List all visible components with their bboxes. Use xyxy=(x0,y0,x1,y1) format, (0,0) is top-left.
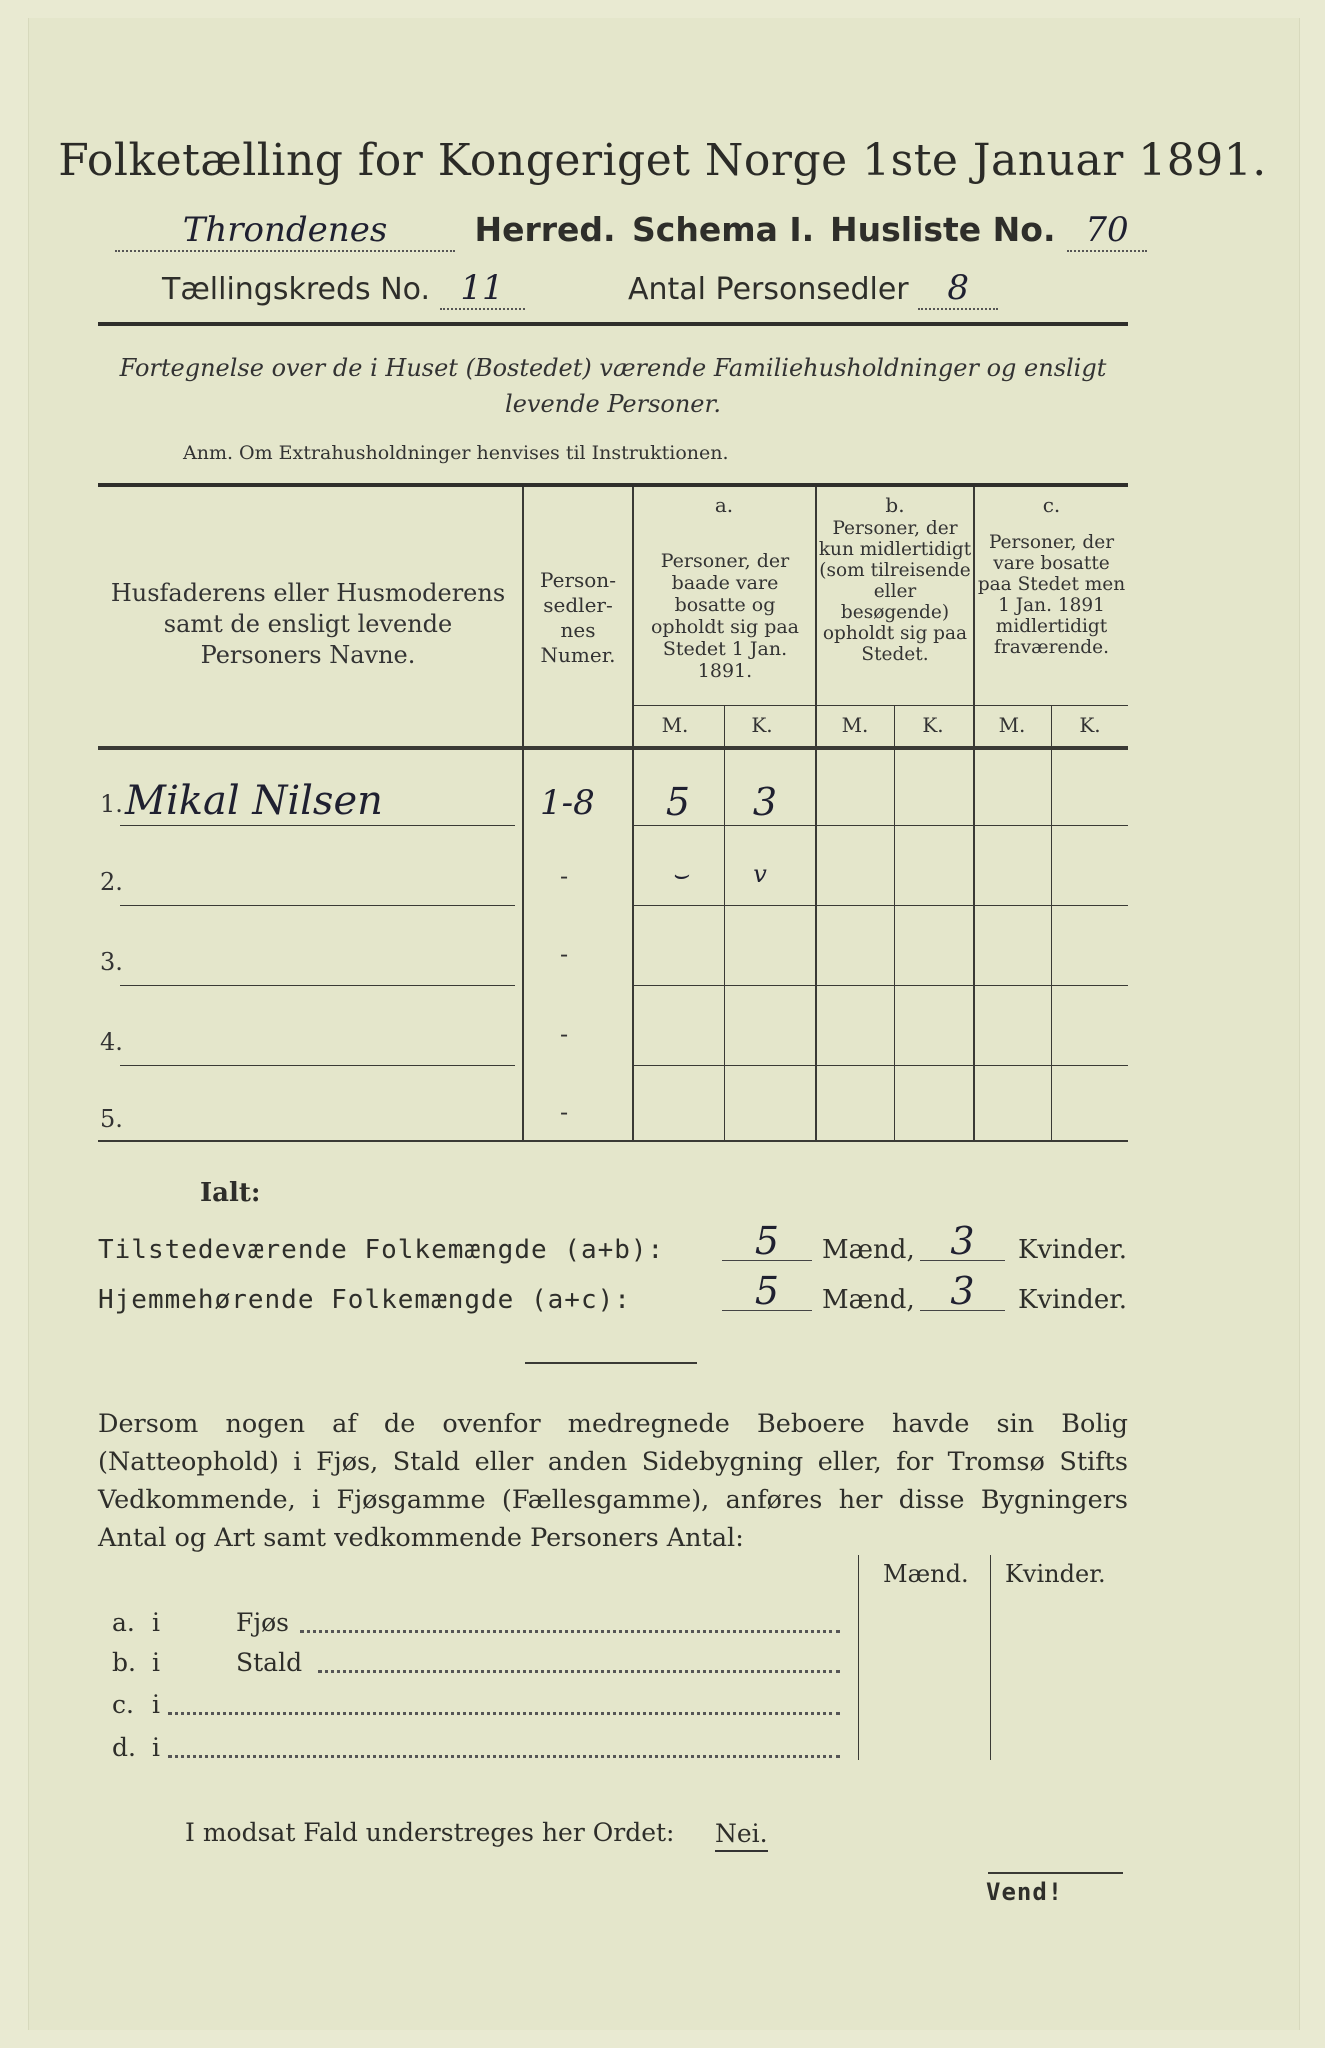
census-form-page xyxy=(28,18,1300,2030)
item-letter: c. xyxy=(112,1690,134,1719)
husliste-value: 70 xyxy=(1067,210,1147,252)
col-a-letter: a. xyxy=(714,493,734,517)
ialt-label: Ialt: xyxy=(200,1178,261,1208)
item-letter: b. xyxy=(112,1648,136,1677)
person-name: Mikal Nilsen xyxy=(125,778,383,824)
mk-header-rule xyxy=(634,705,1128,706)
a-men: ⌣ xyxy=(671,860,689,890)
table-bottom-rule xyxy=(98,1140,1128,1142)
kreds-value: 11 xyxy=(440,268,525,310)
a-men: 5 xyxy=(665,780,691,824)
c-k-header: K. xyxy=(1079,713,1101,737)
col-divider xyxy=(858,1555,859,1760)
row-line xyxy=(120,825,515,826)
personsedler-number: - xyxy=(560,862,569,890)
mk-divider xyxy=(1051,706,1052,1140)
c-m-header: M. xyxy=(998,713,1026,737)
kreds-label: Tællingskreds No. xyxy=(162,272,430,307)
present-maend: Mænd, xyxy=(822,1235,915,1265)
item-i: i xyxy=(152,1690,160,1719)
resident-maend: Mænd, xyxy=(822,1285,915,1315)
row-line xyxy=(120,1065,515,1066)
row-number: 1. xyxy=(100,790,123,818)
resident-men: 5 xyxy=(722,1272,812,1311)
vend-label: Vend! xyxy=(986,1878,1064,1906)
herred-line xyxy=(115,210,616,252)
row-number: 2. xyxy=(100,868,123,896)
personsedler-number: - xyxy=(560,1098,569,1126)
antal-label: Antal Personsedler xyxy=(628,272,909,307)
row-line xyxy=(634,1065,1128,1066)
row-line xyxy=(634,825,1128,826)
col-header-b: Personer, der kun midlertidigt (som tilreisende eller besøgende) opholdt sig paa Stedet. xyxy=(818,518,972,665)
col-divider xyxy=(522,487,524,1140)
row-line xyxy=(634,905,1128,906)
item-name: Stald xyxy=(236,1648,303,1677)
personsedler-number: - xyxy=(560,940,569,968)
item-i: i xyxy=(152,1648,160,1677)
buildings-kvinder-header: Kvinder. xyxy=(1005,1560,1106,1588)
fill-line xyxy=(168,1755,840,1758)
kreds-line xyxy=(162,268,525,310)
sidebygning-paragraph: Dersom nogen af de ovenfor medregnede Beboere havde sin Bolig (Natteophold) i Fjøs, Stald eller anden Sidebygning eller, for Tromsø Stifts Vedkommende, i Fjøsgamme (Fællesgamme), anføres her disse Bygningers Antal og Art samt vedkommende Personers Antal: xyxy=(98,1409,1128,1553)
fill-line xyxy=(168,1712,840,1715)
herred-value: Throndenes xyxy=(115,210,455,252)
resident-women: 3 xyxy=(920,1272,1005,1311)
a-k-header: K. xyxy=(751,713,773,737)
header-rule xyxy=(98,322,1128,326)
section-divider xyxy=(525,1362,697,1364)
antal-line xyxy=(628,268,998,310)
col-header-num: Person-sedler-nes Numer. xyxy=(540,568,616,667)
herred-label: Herred. xyxy=(474,210,616,249)
nei-word: Nei. xyxy=(715,1818,768,1852)
mk-divider xyxy=(724,706,725,1140)
fill-line xyxy=(318,1670,840,1673)
buildings-maend-header: Mænd. xyxy=(883,1560,969,1588)
item-letter: d. xyxy=(112,1733,136,1762)
col-b-letter: b. xyxy=(885,493,905,517)
item-letter: a. xyxy=(112,1608,135,1637)
col-header-name: Husfaderens eller Husmoderens samt de ensligt levende Personers Navne. xyxy=(110,579,506,669)
personsedler-number: - xyxy=(560,1020,569,1048)
vend-rule xyxy=(988,1872,1123,1874)
row-line xyxy=(120,985,515,986)
b-m-header: M. xyxy=(841,713,869,737)
row-number: 4. xyxy=(100,1028,123,1056)
note: Anm. Om Extrahusholdninger henvises til Instruktionen. xyxy=(183,442,729,464)
a-women: v xyxy=(753,860,767,888)
husliste-line xyxy=(830,210,1147,252)
item-name: Fjøs xyxy=(236,1608,289,1637)
row-line xyxy=(634,985,1128,986)
col-divider xyxy=(990,1555,991,1760)
col-divider xyxy=(632,487,634,1140)
col-header-a: Personer, der baade vare bosatte og opholdt sig paa Stedet 1 Jan. 1891. xyxy=(650,550,800,682)
col-header-c: Personer, der vare bosatte paa Stedet men 1 Jan. 1891 midlertidigt fraværende. xyxy=(977,532,1126,658)
schema-label: Schema I. xyxy=(632,210,815,249)
fill-line xyxy=(300,1630,840,1633)
form-title: Folketælling for Kongeriget Norge 1ste Januar 1891. xyxy=(58,135,1267,186)
row-line xyxy=(120,905,515,906)
description: Fortegnelse over de i Huset (Bostedet) værende Familiehusholdninger og ensligt levende Personer. xyxy=(119,354,1107,418)
present-women: 3 xyxy=(920,1222,1005,1261)
row-number: 3. xyxy=(100,948,123,976)
present-kvinder: Kvinder. xyxy=(1018,1235,1128,1265)
item-i: i xyxy=(152,1608,160,1637)
a-women: 3 xyxy=(752,780,778,824)
modsat-text: I modsat Fald understreges her Ordet: xyxy=(185,1818,675,1847)
b-k-header: K. xyxy=(922,713,944,737)
item-i: i xyxy=(152,1733,160,1762)
personsedler-number: 1-8 xyxy=(540,783,595,823)
mk-divider xyxy=(894,706,895,1140)
antal-value: 8 xyxy=(918,268,998,310)
col-c-letter: c. xyxy=(1042,493,1061,517)
row-number: 5. xyxy=(100,1105,123,1133)
husliste-label: Husliste No. xyxy=(830,210,1056,249)
a-m-header: M. xyxy=(661,713,689,737)
resident-kvinder: Kvinder. xyxy=(1018,1285,1128,1315)
present-label: Tilstedeværende Folkemængde (a+b): xyxy=(98,1235,665,1265)
resident-label: Hjemmehørende Folkemængde (a+c): xyxy=(98,1285,631,1315)
present-men: 5 xyxy=(722,1222,812,1261)
